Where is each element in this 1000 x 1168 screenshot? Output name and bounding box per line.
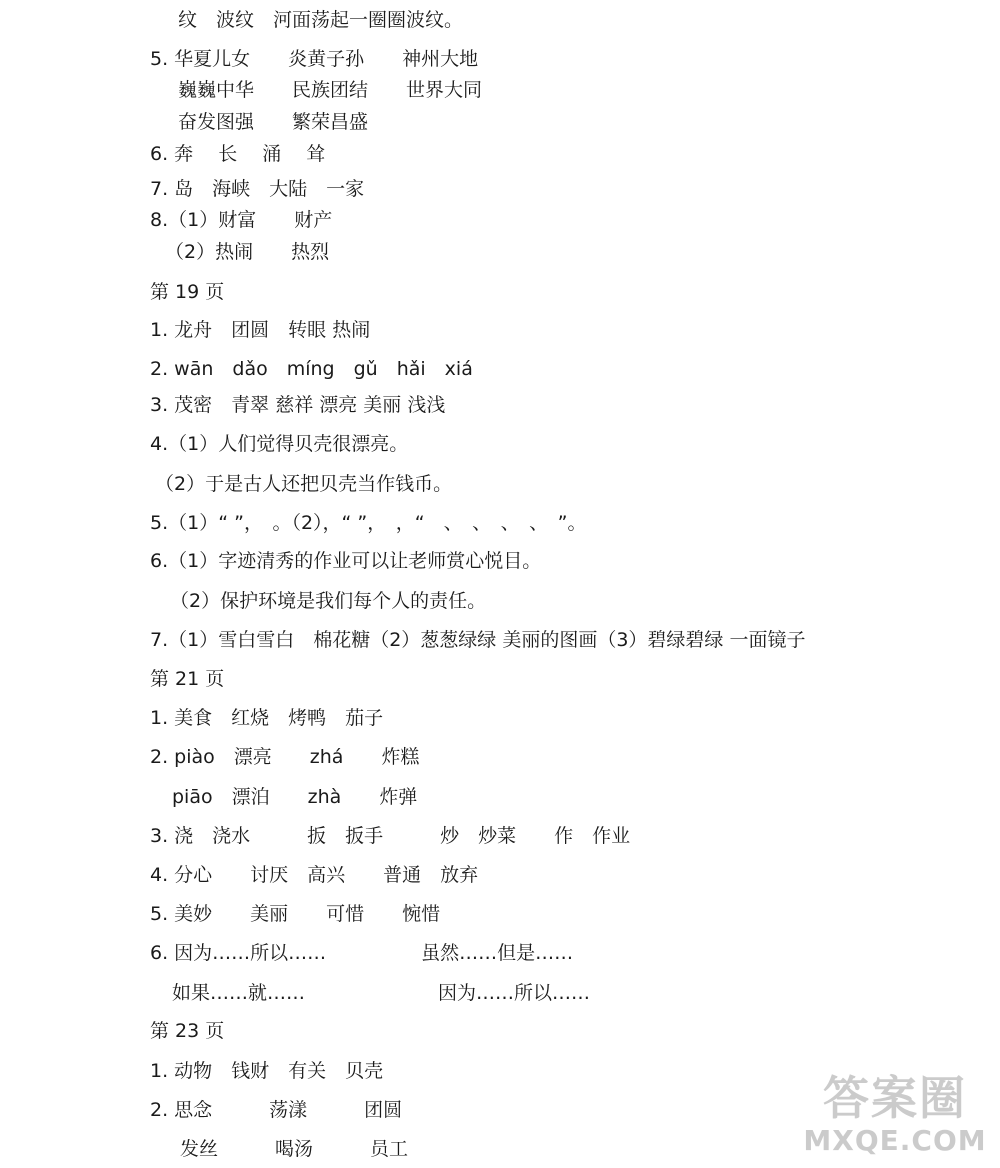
answer-line: 7. 岛 海峡 大陆 一家 — [150, 178, 365, 200]
page-heading-21: 第 21 页 — [150, 668, 225, 690]
answer-line: （2）保护环境是我们每个人的责任。 — [170, 590, 487, 612]
page-heading-23: 第 23 页 — [150, 1020, 225, 1042]
page-heading-19: 第 19 页 — [150, 281, 225, 303]
answer-line: piāo 漂泊 zhà 炸弹 — [172, 786, 418, 808]
answer-line: 发丝 喝汤 员工 — [180, 1138, 409, 1160]
answer-line: （2）热闹 热烈 — [165, 241, 330, 263]
answer-line: 8.（1）财富 财产 — [150, 209, 333, 231]
answer-line: 4. 分心 讨厌 高兴 普通 放弃 — [150, 864, 479, 886]
answer-line: 1. 动物 钱财 有关 贝壳 — [150, 1060, 384, 1082]
answer-line: 3. 浇 浇水 扳 扳手 炒 炒菜 作 作业 — [150, 825, 631, 847]
answer-line: 奋发图强 繁荣昌盛 — [178, 111, 369, 133]
answer-line: 6. 奔 长 涌 耸 — [150, 143, 326, 165]
answer-line: 2. piào 漂亮 zhá 炸糕 — [150, 746, 420, 768]
answer-line: 4.（1）人们觉得贝壳很漂亮。 — [150, 433, 409, 455]
answer-line: 5.（1）“ ”， 。（2），“ ”， ，“ 、 、 、 、 ”。 — [150, 512, 587, 534]
watermark-text: 答案圈 — [823, 1071, 967, 1125]
answer-line: 6.（1）字迹清秀的作业可以让老师赏心悦目。 — [150, 550, 542, 572]
answer-line: 纹 波纹 河面荡起一圈圈波纹。 — [178, 9, 464, 31]
answer-line: 7.（1）雪白雪白 棉花糖（2）葱葱绿绿 美丽的图画（3）碧绿碧绿 一面镜子 — [150, 629, 806, 651]
watermark-logo — [800, 1070, 990, 1160]
answer-line: 3. 茂密 青翠 慈祥 漂亮 美丽 浅浅 — [150, 394, 446, 416]
answer-line: 2. wān dǎo míng gǔ hǎi xiá — [150, 358, 473, 380]
answer-line: 巍巍中华 民族团结 世界大同 — [178, 79, 483, 101]
answer-line: 6. 因为……所以…… 虽然……但是…… — [150, 942, 574, 964]
watermark-url: MXQE.COM — [803, 1124, 987, 1157]
answer-line: 1. 美食 红烧 烤鸭 茄子 — [150, 707, 384, 729]
answer-line: 5. 美妙 美丽 可惜 惋惜 — [150, 903, 441, 925]
answer-line: 如果……就…… 因为……所以…… — [172, 982, 591, 1004]
answer-line: 2. 思念 荡漾 团圆 — [150, 1099, 403, 1121]
answer-line: （2）于是古人还把贝壳当作钱币。 — [155, 473, 453, 495]
answer-line: 1. 龙舟 团圆 转眼 热闹 — [150, 319, 371, 341]
answer-line: 5. 华夏儿女 炎黄子孙 神州大地 — [150, 48, 479, 70]
